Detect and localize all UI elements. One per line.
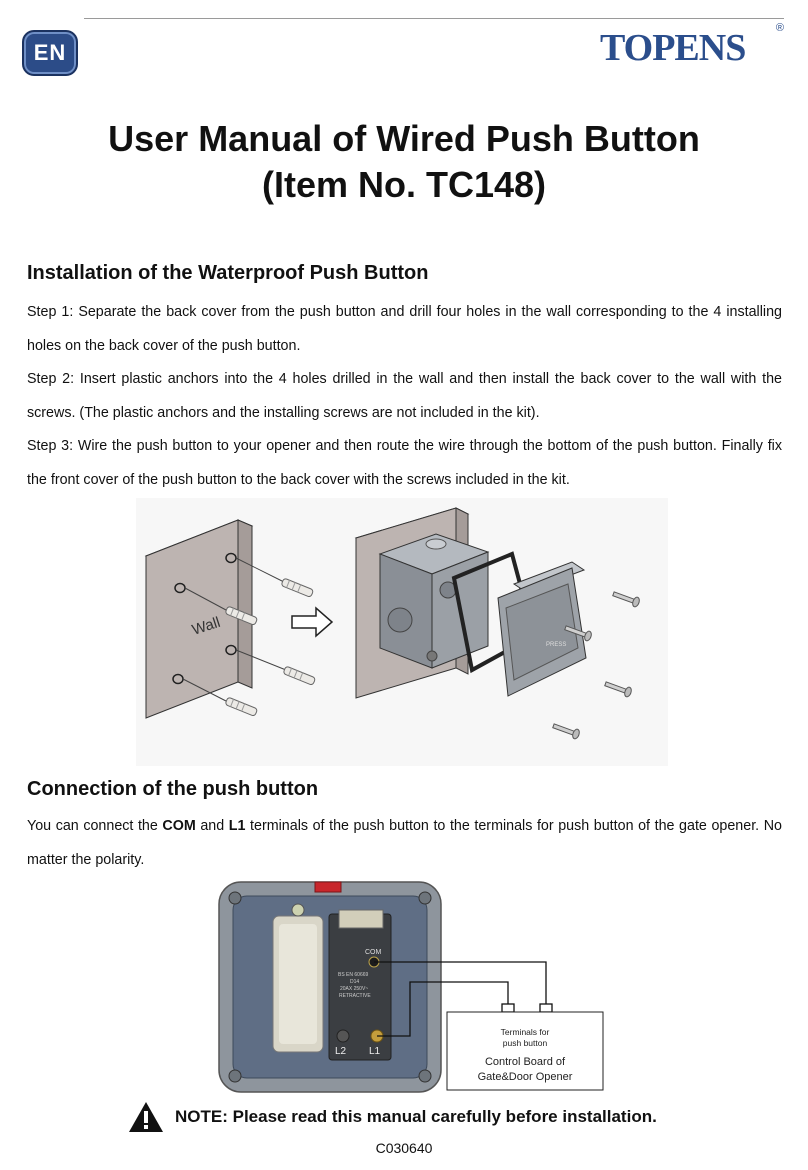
com-term: COM (162, 818, 196, 834)
header-rule (84, 18, 784, 19)
step-1-text: Step 1: Separate the back cover from the push button and drill four holes in the wall corresponding to the 4 installing holes on the back cover of the push button. (27, 304, 782, 354)
registered-mark: ® (775, 22, 784, 34)
step-2-text: Step 2: Insert plastic anchors into the 4 holes drilled in the wall and then install the back cover to the wall with the screws. (The plastic anchors and the installing screws are not included in the kit). (27, 371, 782, 421)
brand-logo (600, 22, 784, 72)
connection-text (27, 810, 782, 877)
terminals-label-line2: push button (502, 1038, 548, 1048)
board-label-line2: Gate&Door Opener (477, 1071, 573, 1083)
step-3-text: Step 3: Wire the push button to your opener and then route the wire through the bottom of the push button. Finally fix the front cover of the push button to the back cover with the screws included in the kit. (27, 438, 782, 488)
installation-figure (136, 498, 668, 766)
switch-module (329, 910, 391, 1060)
brand-logo-text: TOPENS (600, 27, 746, 69)
wall-label: Wall (189, 613, 223, 639)
language-badge (22, 30, 78, 76)
installation-steps (27, 296, 782, 498)
language-badge-label: EN (33, 40, 67, 65)
back-box (380, 534, 488, 668)
com-terminal-label: COM (365, 949, 382, 956)
connection-heading: Connection of the push button (27, 778, 319, 800)
rating-line-4: RETRACTIVE (339, 993, 371, 999)
document-code: C030640 (375, 1140, 433, 1156)
rating-line-1: BS EN 60669 (338, 972, 369, 978)
l1-terminal-label: L1 (369, 1046, 381, 1057)
connection-text-part3: terminals of the push button to the terminals for push button of the gate opener. No matter the polarity. (27, 818, 782, 868)
connection-text-part1: You can connect the (27, 818, 163, 834)
note-text: NOTE: Please read this manual carefully before installation. (175, 1107, 657, 1126)
l1-term: L1 (228, 818, 246, 834)
warning-icon (128, 1101, 164, 1133)
terminals-label-line1: Terminals for (500, 1027, 550, 1037)
page-title: User Manual of Wired Push Button (108, 118, 700, 159)
rating-line-3: 20AX 250V~ (340, 986, 369, 992)
rocker-actuator (273, 904, 323, 1052)
control-board (447, 1012, 603, 1090)
board-label-line1: Control Board of (484, 1056, 566, 1068)
connection-text-part2: and (195, 818, 229, 834)
installation-heading: Installation of the Waterproof Push Button (27, 262, 429, 284)
l2-terminal-label: L2 (335, 1046, 347, 1057)
press-label: PRESS (546, 642, 567, 648)
rating-line-2: D14 (350, 979, 360, 985)
item-number: (Item No. TC148) (261, 164, 547, 205)
connection-figure (215, 876, 607, 1096)
